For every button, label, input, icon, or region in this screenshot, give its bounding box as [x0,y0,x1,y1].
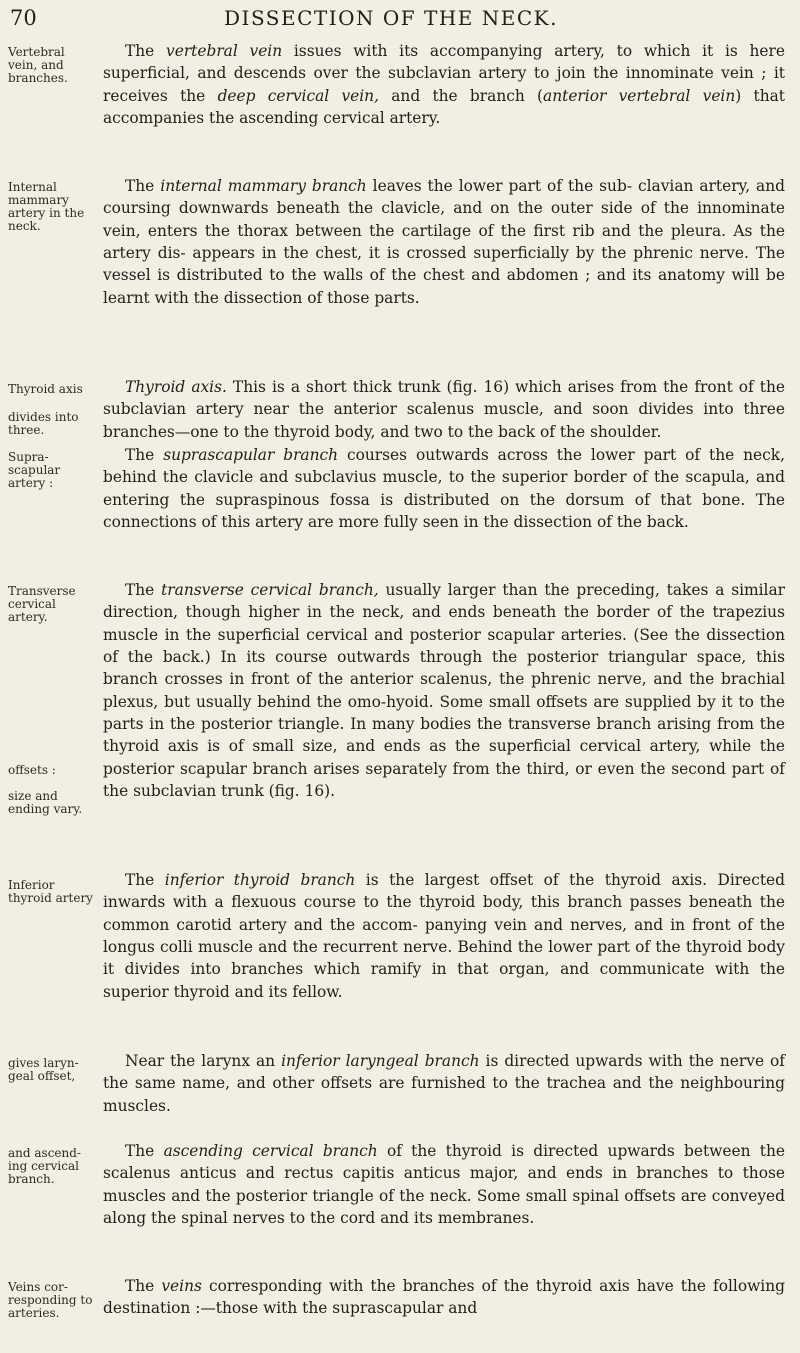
text-run: is the largest offset of the thyroid axis. Directed inwards with a flexuous course to the thyroid body, this branch passes beneath the common carotid artery and the accom- panying vein and nerves, and in front of the longus colli muscle and the recurrent nerve. Behind the lower part of the thyroid body it divides into branches which ramify in that organ, and communicate with the superior thyroid and its fellow. [103,871,785,1001]
body-paragraph [103,1140,785,1229]
margin-note: Supra- scapular artery : [8,450,61,490]
italic-term: vertebral vein [166,42,283,60]
body-paragraph [103,1275,785,1320]
text-run: The [125,42,167,60]
text-run: The [125,581,162,599]
margin-note: Transverse cervical artery. [8,584,76,624]
body-paragraph [103,444,785,533]
text-run: courses outwards across the lower part of the neck, behind the clavicle and subclavius muscle, to the superior border of the scapula, and entering the supraspinous fossa is distributed on the dorsum of that bone. The connections of this artery are more fully seen in the dissection of the back. [103,446,785,532]
page-header [10,6,772,40]
text-run: The [125,1277,162,1295]
text-run: of the thyroid is directed upwards between the scalenus anticus and rectus capitis anticus major, and ends in branches to those muscles and the posterior triangle of the neck. Some small spinal offsets are conveyed along the spinal nerves to the cord and its membranes. [103,1142,785,1228]
body-paragraph [103,376,785,443]
body-paragraph [103,1050,785,1117]
italic-term: inferior laryngeal branch [281,1052,480,1070]
margin-note: size and ending vary. [8,789,83,816]
margin-note: gives laryn- geal offset, [8,1056,79,1083]
text-run: The [125,177,161,195]
body-paragraph [103,579,785,802]
text-run: Near the larynx an [125,1052,282,1070]
text-run: The [125,871,165,889]
margin-note: offsets : [8,763,56,777]
text-run: leaves the lower part of the sub- clavian artery, and coursing downwards beneath the clavicle, and on the outer side of the innominate vein, enters the thorax between the cartilage of the first rib and the pleura. As the artery dis- appears in the chest, it is crossed superficially by the phrenic nerve. The vessel is distributed to the walls of the chest and abdomen ; and its anatomy will be learnt with the dissection of those parts. [103,177,786,307]
text-run: usually larger than the preceding, takes a similar direction, though higher in the neck, and ends beneath the border of the trapezius muscle in the superficial cervical and posterior scapular arteries. (See the dissection of the back.) In its course outwards through the posterior triangular space, this branch crosses in front of the anterior scalenus, the phrenic nerve, and the brachial plexus, but usually behind the omo-hyoid. Some small offsets are supplied by it to the parts in the posterior triangle. In many bodies the transverse branch arising from the thyroid axis is of small size, and ends as the superficial cervical artery, while the posterior scapular branch arises separately from the third, or even the second part of the subclavian trunk (fig. 16). [103,581,785,801]
body-paragraph [103,175,785,309]
body-paragraph [103,40,785,129]
page-number: 70 [10,6,37,30]
italic-term: ascending cervical branch [163,1142,378,1160]
italic-term: transverse cervical branch, [161,581,379,599]
margin-note: divides into three. [8,410,79,437]
margin-note: Veins cor- responding to arteries. [8,1280,93,1320]
text-run: issues with its accompanying artery, to which it is here superficial, and descends over the subclavian artery to join the innominate vein ; it receives the [103,42,785,105]
text-run: The [125,446,164,464]
italic-term: inferior thyroid branch [164,871,356,889]
italic-term: suprascapular branch [163,446,339,464]
italic-term: anterior vertebral vein [543,86,736,105]
italic-term: deep cervical vein, [217,86,379,105]
italic-term: Thyroid axis. [125,378,227,396]
margin-note: Thyroid axis [8,382,83,396]
text-run: This is a short thick trunk (fig. 16) which arises from the front of the subclavian artery near the anterior scalenus muscle, and soon divides into three branches—one to the thyroid body, and two to the back of the shoulder. [103,378,786,441]
text-run: The [125,1142,164,1160]
margin-note: and ascend- ing cervical branch. [8,1146,81,1186]
italic-term: veins [161,1277,202,1295]
margin-note: Inferior thyroid artery [8,878,93,905]
text-run: ) that accompanies the ascending cervical artery. [103,86,785,128]
italic-term: internal mammary branch [160,177,367,195]
text-run: is directed upwards with the nerve of the same name, and other offsets are furnished to the trachea and the neighbouring muscles. [103,1052,786,1115]
text-run: corresponding with the branches of the thyroid axis have the following destination :—those with the suprascapular and [103,1277,785,1318]
running-title: DISSECTION OF THE NECK. [224,6,558,30]
margin-note: Vertebral vein, and branches. [8,45,68,85]
body-paragraph [103,869,785,1003]
margin-note: Internal mammary artery in the neck. [8,180,85,233]
text-run: and the branch ( [378,86,544,105]
